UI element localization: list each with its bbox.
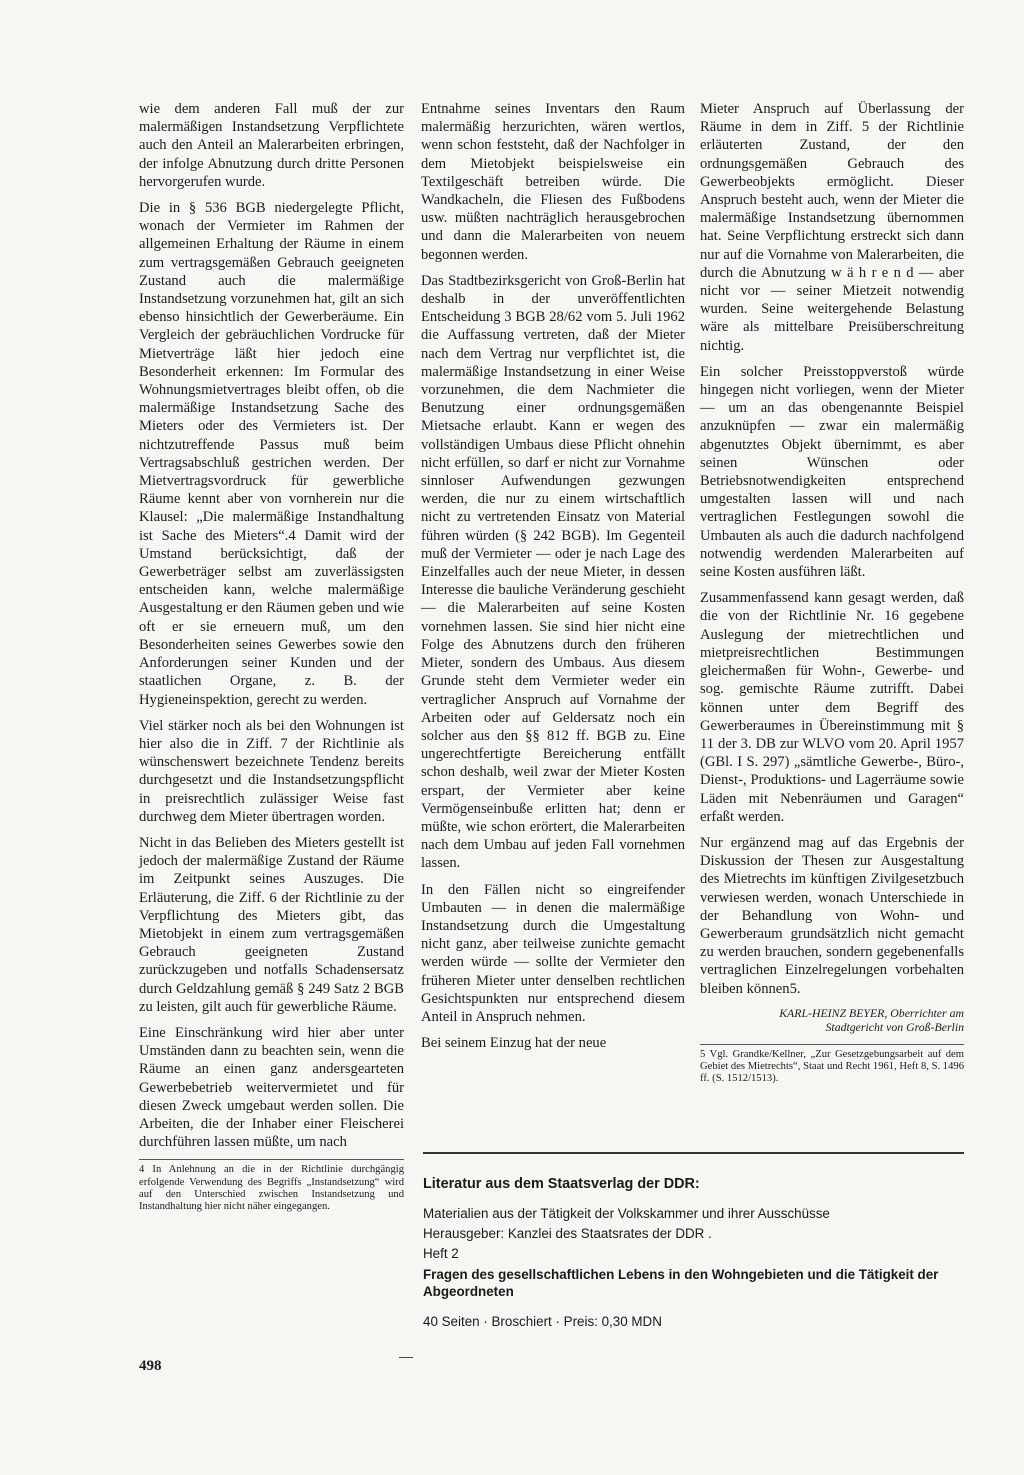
advert-editor: Herausgeber: Kanzlei des Staatsrates der DDR . xyxy=(423,1226,712,1241)
paragraph: Bei seinem Einzug hat der neue xyxy=(421,1035,607,1052)
footnote-text: 5 Vgl. Grandke/Kellner, „Zur Gesetzgebungsarbeit auf dem Gebiet des Mietrechts“, Staat und Recht 1961, Heft 8, S. 1496 ff. (S. 1512/1513). xyxy=(700,1048,964,1085)
text-column-right xyxy=(700,100,964,1085)
paragraph: Eine Einschränkung wird hier aber unter Umständen dann zu beachten sein, wenn die Räume an einen ganz andersgearteten Gewerbebetrieb weitervermietet und für diesen Zweck umgebaut werden sollen. Die Arbeiten, die der Inhaber einer Fleischerei durchführen lassen müßte, um nach xyxy=(139,1024,404,1151)
text-column-left xyxy=(139,100,404,1213)
paragraph: wie dem anderen Fall muß der zur malermäßigen Instandsetzung Verpflichtete auch den Anteil an Malerarbeiten erbringen, der infolge Abnutzung durch dritte Personen hervorgerufen wurde. xyxy=(139,101,404,190)
paragraph: Entnahme seines Inventars den Raum malermäßig herzurichten, wären wertlos, wenn schon feststeht, daß der Nachfolger in dem Mietobjekt beispielsweise ein Textilgeschäft betreiben würde. Die Wandkacheln, die Fliesen des Fußbodens usw. müßten nachträglich herausgebrochen und dann die Malerarbeiten von neuem begonnen werden. xyxy=(421,101,685,263)
paragraph: In den Fällen nicht so eingreifender Umbauten — in denen die malermäßige Instandsetzung durch die Umgestaltung nicht ganz, aber teilweise zunichte gemacht werden würde — sollte der Vermieter den früheren Mieter unter denselben rechtlichen Gesichtspunkten nur entsprechend diesem Anteil in Anspruch nehmen. xyxy=(421,881,685,1025)
paragraph: Viel stärker noch als bei den Wohnungen ist hier also die in Ziff. 7 der Richtlinie als wünschenswert bezeichnete Tendenz bereits durchgesetzt und die Instandsetzungspflicht in preisrechtlich zulässiger Weise fast durchweg dem Mieter übertragen worden. xyxy=(139,717,404,825)
section-divider xyxy=(423,1152,964,1154)
paragraph: Das Stadtbezirksgericht von Groß-Berlin hat deshalb in der unveröffentlichten Entscheidung 3 BGB 28/62 vom 5. Juli 1962 die Auffassung vertreten, daß der Mieter nach dem Vertrag nur verpflichtet ist, die malermäßige Instandsetzung in einer Weise vorzunehmen, die dem Nachmieter die Benutzung einer ordnungsgemäßen Mietsache erlaubt. Kann er wegen des vollständigen Umbaus diese Pflicht ohnehin nicht erfüllen, so darf er nicht zur Vornahme sinnloser Aufwendungen gezwungen werden, die nur zu einem wirtschaftlich nicht zu vertretenden Einsatz von Material führen würden (§ 242 BGB). Im Gegenteil muß der Vermieter — oder je nach Lage des Einzelfalles auch der neue Mieter, in dessen Interesse die bauliche Veränderung geschieht — die Malerarbeiten auf seine Kosten vornehmen lassen. Sie sind hier nicht eine Folge des Abnutzens durch den früheren Mieter, sondern des Umbaus. Aus diesem Grunde steht dem Vermieter weder ein vertraglicher Anspruch auf Vornahme der Arbeiten oder auf Geldersatz noch ein solcher aus den §§ 812 ff. BGB zu. Eine ungerechtfertigte Bereicherung entfällt schon deshalb, weil zwar der Mieter Kosten erspart, der Vermieter aber keine Vermögenseinbuße erlitten hat; denn er müßte, wie schon erörtert, die Malerarbeiten nach dem Umbau auf jeden Fall vornehmen lassen. xyxy=(421,272,685,872)
advert-details: 40 Seiten · Broschiert · Preis: 0,30 MDN xyxy=(423,1314,662,1329)
advert-series: Materialien aus der Tätigkeit der Volkskammer und ihrer Ausschüsse xyxy=(423,1206,830,1221)
author-signature: KARL-HEINZ BEYER, Oberrichter am Stadtgericht von Groß-Berlin xyxy=(779,1005,964,1034)
paragraph: Die in § 536 BGB niedergelegte Pflicht, wonach der Vermieter im Rahmen der allgemeinen Erhaltung der Räume in einem zum vertragsgemäßen Gebrauch geeigneten Zustand auch die malermäßige Instandsetzung vorzunehmen hat, gilt an sich ebenso hinsichtlich der Gewerberäume. Ein Vergleich der gebräuchlichen Vordrucke für Mietverträge läßt hier jedoch eine Besonderheit erkennen: Im Formular des Wohnungsmietvertrages bleibt offen, ob die malermäßige Instandsetzung Sache des Mieters oder des Vermieters ist. Der nichtzutreffende Passus muß beim Vertragsabschluß gestrichen werden. Der Mietvertragsvordruck für gewerbliche Räume kennt aber von vornherein nur die Klausel: „Die malermäßige Instandhaltung ist Sache des Mieters“.4 Damit wird der Umstand berücksichtigt, daß der Gewerbeträger selbst am zuverlässigsten entscheiden kann, welche malermäßige Ausgestaltung er den Räumen geben und wie oft er sie erneuern muß, um den Besonderheiten seines Gewerbes sowie den Anforderungen seiner Kunden und der staatlichen Organe, z. B. der Hygieneinspektion, gerecht zu werden. xyxy=(139,200,404,708)
paragraph: Nur ergänzend mag auf das Ergebnis der Diskussion der Thesen zur Ausgestaltung des Mietrechts im künftigen Zivilgesetzbuch verwiesen werden, wonach Unterschiede in der Behandlung von Wohn- und Gewerberaum grundsätzlich nicht gemacht zu werden brauchen, sondern gegebenenfalls vertraglichen Einzelregelungen vorbehalten bleiben können5. xyxy=(700,834,964,997)
advert-issue: Heft 2 xyxy=(423,1246,459,1261)
page-number: 498 xyxy=(139,1358,162,1374)
publisher-advert xyxy=(423,1174,964,1332)
text-column-middle xyxy=(421,100,685,1060)
paragraph: Zusammenfassend kann gesagt werden, daß die von der Richtlinie Nr. 16 gegebene Auslegung der mietrechtlichen und mietpreisrechtlichen Bestimmungen gleichermaßen für Wohn-, Gewerbe- und sog. gemischte Räume zutrifft. Dabei können unter dem Begriff des Gewerberaumes in Übereinstimmung mit § 11 der 3. DB zur WLVO vom 20. April 1957 (GBl. I S. 297) „sämtliche Gewerbe-, Büro-, Dienst-, Produktions- und Lagerräume sowie Läden mit Nebenräumen und Garagen“ erfaßt werden. xyxy=(700,590,964,825)
footnote-5 xyxy=(700,1044,964,1086)
advert-heading: Literatur aus dem Staatsverlag der DDR: xyxy=(423,1176,700,1192)
paragraph: Nicht in das Belieben des Mieters gestellt ist jedoch der malermäßige Zustand der Räume im Zeitpunkt seines Auszuges. Die Erläuterung, die Ziff. 6 der Richtlinie zu der Verpflichtung des Mieters gibt, das Mietobjekt in einem zum vertragsgemäßen Gebrauch geeigneten Zustand zurückzugeben und notfalls Schadensersatz durch Geldzahlung gemäß § 249 Satz 2 BGB zu leisten, gilt auch für gewerbliche Räume. xyxy=(139,834,404,1015)
advert-title: Fragen des gesellschaftlichen Lebens in den Wohngebieten und die Tätigkeit der Abgeordneten xyxy=(423,1267,939,1299)
footnote-4 xyxy=(139,1159,404,1213)
paragraph: Mieter Anspruch auf Überlassung der Räume in dem in Ziff. 5 der Richtlinie erläuterten Zustand, der den ordnungsgemäßen Gebrauch des Gewerbeobjekts ermöglicht. Dieser Anspruch besteht auch, wenn der Mieter die malermäßige Instandsetzung übernommen hat. Seine Verpflichtung erstreckt sich dann nur auf die Vornahme von Malerarbeiten, die durch die Abnutzung w ä h r e n d — aber nicht vor — seiner Mietzeit notwendig wurden. Seine weitergehende Belastung wäre als mittelbare Preisüberschreitung nichtig. xyxy=(700,101,964,354)
center-dash-mark xyxy=(399,1357,413,1358)
footnote-text: 4 In Anlehnung an die in der Richtlinie durchgängig erfolgende Verwendung des Begriffs „Instandsetzung“ wird auf den Unterschied zwischen Instandsetzung und Instandhaltung hier nicht näher eingegangen. xyxy=(139,1164,404,1212)
paragraph: Ein solcher Preisstoppverstoß würde hingegen nicht vorliegen, wenn der Mieter — um an das obengenannte Beispiel anzuknüpfen — zwar ein malermäßig abgenutztes Objekt übernimmt, es aber seinen Wünschen oder Betriebsnotwendigkeiten entsprechend umgestalten lassen will und nach vertraglichen Festlegungen sowohl die Umbauten als auch die dadurch nachfolgend notwendig werdenden Malerarbeiten auf seine Kosten ausführen läßt. xyxy=(700,363,964,581)
